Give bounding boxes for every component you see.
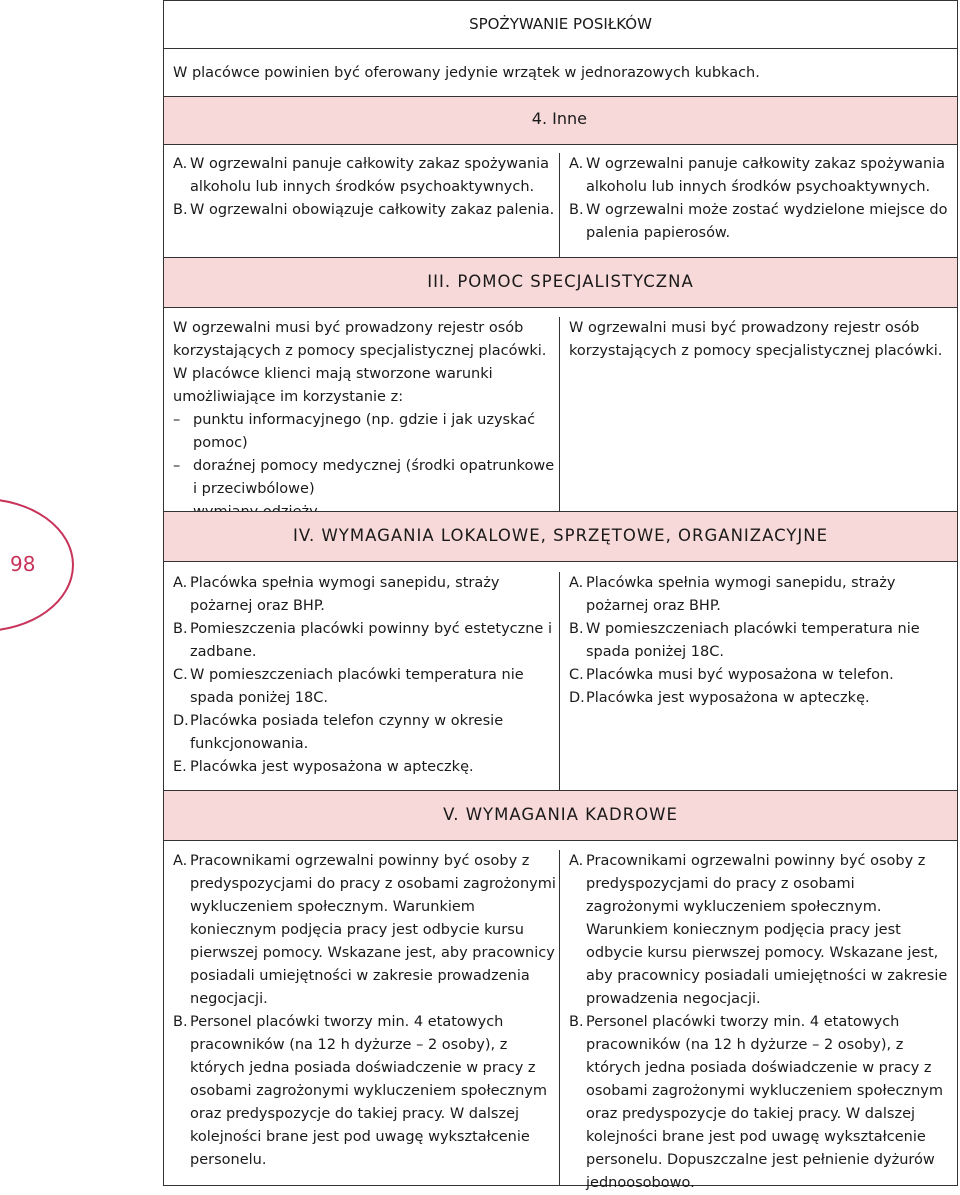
section-3-heading-row bbox=[164, 257, 957, 307]
list-item: B. Pomieszczenia placówki powinny być estetyczne i zadbane. bbox=[173, 621, 552, 660]
list-item: – punktu informacyjnego (np. gdzie i jak uzyskać pomoc) bbox=[173, 412, 536, 451]
list-item: A. Pracownikami ogrzewalni powinny być osoby z predyspozycjami do pracy z osobami zagrożonymi wykluczeniem społecznym. Warunkiem koniecznym podjęcia pracy jest odbycie kursu pierwszej pomocy. Wskazane jest, aby pracownicy posiadali umiejętności w zakresie prowadzenia negocjacji. bbox=[569, 853, 948, 1007]
section-v-content-row bbox=[164, 840, 957, 1191]
section-4-content-row bbox=[164, 144, 957, 257]
section-v-heading-row bbox=[164, 790, 957, 840]
list-item: B. W pomieszczeniach placówki temperatura nie spada poniżej 18C. bbox=[569, 621, 920, 660]
section-v-right bbox=[560, 850, 957, 1191]
section-iv-heading: IV. WYMAGANIA LOKALOWE, SPRZĘTOWE, ORGANIZACYJNE bbox=[292, 526, 829, 545]
standards-table bbox=[163, 0, 958, 1191]
list-item: E. Placówka jest wyposażona w apteczkę. bbox=[173, 759, 474, 775]
section-3-left bbox=[164, 317, 560, 511]
list-item: A. Pracownikami ogrzewalni powinny być osoby z predyspozycjami do pracy z osobami zagrożonymi wykluczeniem społecznym. Warunkiem koniecznym podjęcia pracy jest odbycie kursu pierwszej pomocy. Wskazane jest, aby pracownicy posiadali umiejętności w zakresie prowadzenia negocjacji. bbox=[173, 853, 556, 1007]
list-item: B. W ogrzewalni obowiązuje całkowity zakaz palenia. bbox=[173, 202, 555, 218]
list-item: B. Personel placówki tworzy min. 4 etatowych pracowników (na 12 h dyżurze – 2 osoby), z których jedna posiada doświadczenie w pracy z osobami zagrożonymi wykluczeniem społecznym oraz predyspozycje do takiej pracy. W dalszej kolejności brane jest pod uwagę wykształcenie personelu. bbox=[173, 1014, 547, 1168]
consumption-title: SPOŻYWANIE POSIŁKÓW bbox=[469, 15, 652, 33]
consumption-text: W placówce powinien być oferowany jedynie wrzątek w jednorazowych kubkach. bbox=[173, 65, 760, 81]
section-iv-left bbox=[164, 572, 560, 790]
consumption-title-row bbox=[164, 0, 957, 48]
page-number: 98 bbox=[10, 552, 36, 576]
paragraph: W ogrzewalni musi być prowadzony rejestr osób korzystających z pomocy specjalistycznej placówki. bbox=[173, 320, 547, 359]
section-v-left bbox=[164, 850, 560, 1185]
list-item: C. W pomieszczeniach placówki temperatura nie spada poniżej 18C. bbox=[173, 667, 524, 706]
list-item: B. Personel placówki tworzy min. 4 etatowych pracowników (na 12 h dyżurze – 2 osoby), z których jedna posiada doświadczenie w pracy z osobami zagrożonymi wykluczeniem społecznym oraz predyspozycje do takiej pracy. W dalszej kolejności brane jest pod uwagę wykształcenie personelu. Dopuszczalne jest pełnienie dyżurów jednoosobowo. bbox=[569, 1014, 943, 1191]
list-item: C. Placówka musi być wyposażona w telefon. bbox=[569, 667, 894, 683]
list-item: A. W ogrzewalni panuje całkowity zakaz spożywania alkoholu lub innych środków psychoaktywnych. bbox=[569, 156, 946, 195]
paragraph: W ogrzewalni musi być prowadzony rejestr osób korzystających z pomocy specjalistycznej placówki. bbox=[569, 320, 943, 359]
section-4-left bbox=[164, 153, 560, 257]
list-item: – doraźnej pomocy medycznej (środki opatrunkowe i przeciwbólowe) bbox=[173, 458, 555, 497]
list-item: A. W ogrzewalni panuje całkowity zakaz spożywania alkoholu lub innych środków psychoaktywnych. bbox=[173, 156, 550, 195]
paragraph: W placówce klienci mają stworzone warunki umożliwiające im korzystanie z: bbox=[173, 366, 498, 405]
list-item: A. Placówka spełnia wymogi sanepidu, straży pożarnej oraz BHP. bbox=[173, 575, 500, 614]
section-3-content-row bbox=[164, 307, 957, 511]
list-item: D. Placówka jest wyposażona w apteczkę. bbox=[569, 690, 870, 706]
list-item: D. Placówka posiada telefon czynny w okresie funkcjonowania. bbox=[173, 713, 504, 752]
list-item: B. W ogrzewalni może zostać wydzielone miejsce do palenia papierosów. bbox=[569, 202, 948, 241]
section-3-heading: III. POMOC SPECJALISTYCZNA bbox=[427, 272, 694, 291]
consumption-text-row bbox=[164, 48, 957, 96]
section-4-heading: 4. Inne bbox=[531, 109, 587, 128]
section-iv-heading-row bbox=[164, 511, 957, 561]
section-3-right bbox=[560, 317, 957, 511]
list-item: A. Placówka spełnia wymogi sanepidu, straży pożarnej oraz BHP. bbox=[569, 575, 896, 614]
section-4-heading-row bbox=[164, 96, 957, 144]
section-v-heading: V. WYMAGANIA KADROWE bbox=[443, 805, 678, 824]
section-iv-right bbox=[560, 572, 957, 790]
section-4-right bbox=[560, 153, 957, 257]
section-iv-content-row bbox=[164, 561, 957, 790]
